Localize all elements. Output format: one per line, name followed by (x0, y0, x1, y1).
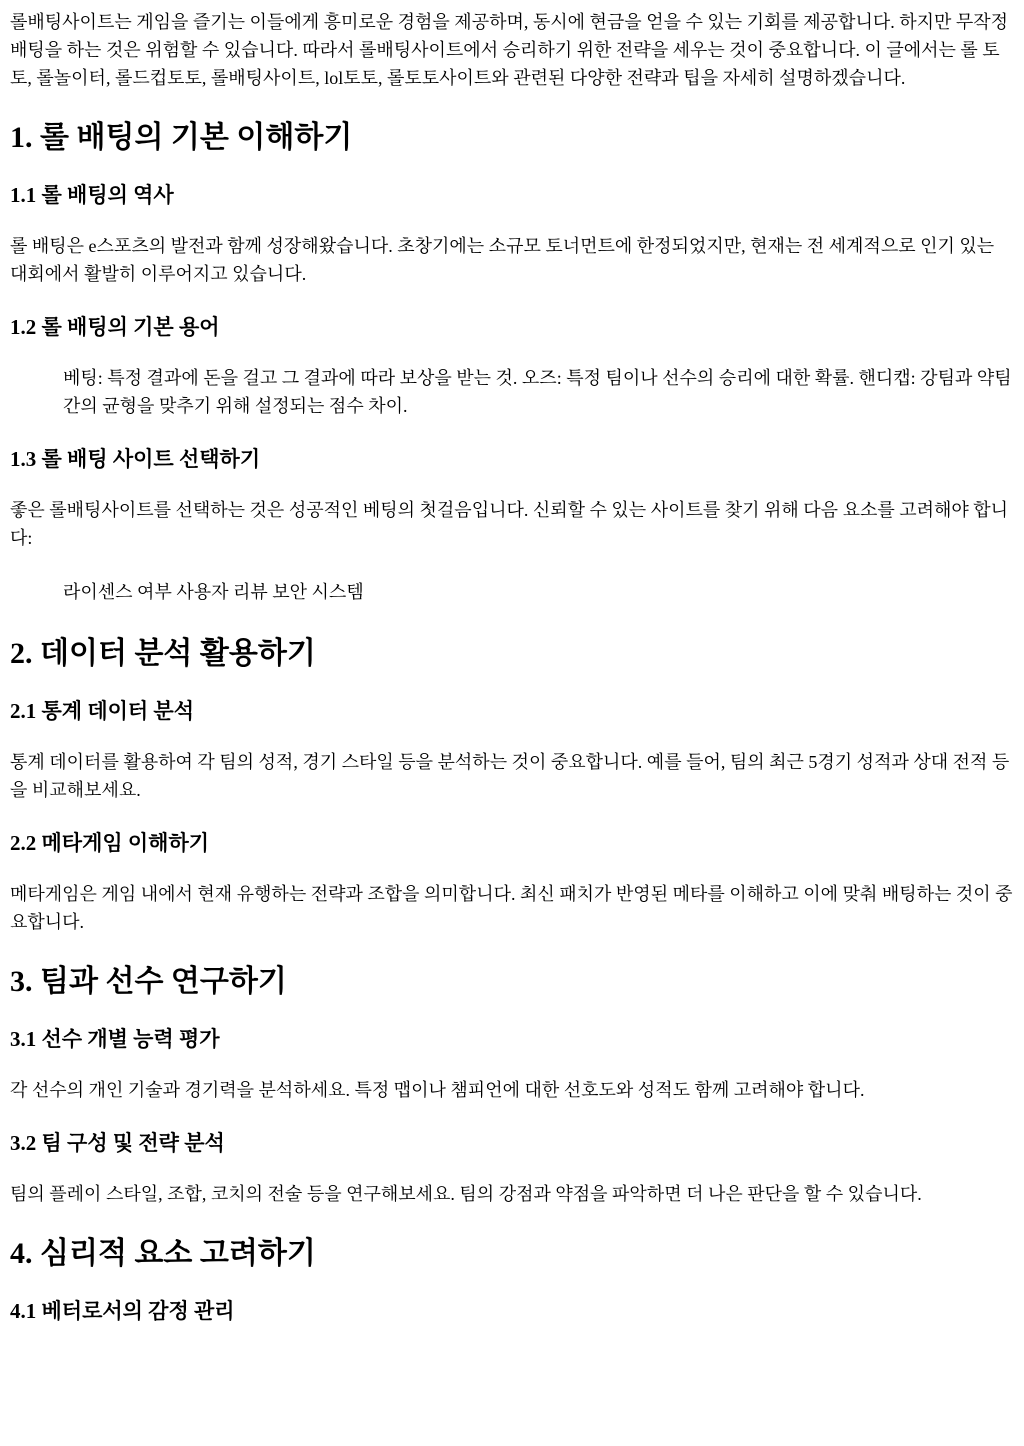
intro-paragraph: 롤배팅사이트는 게임을 즐기는 이들에게 흥미로운 경험을 제공하며, 동시에 현금을 얻을 수 있는 기회를 제공합니다. 하지만 무작정 배팅을 하는 것은 위험할 수 있습니다. 따라서 롤배팅사이트에서 승리하기 위한 전략을 세우는 것이 중요합니다. 이 글에서는 롤 토토, 롤놀이터, 롤드컵토토, 롤배팅사이트, lol토토, 롤토토사이트와 관련된 다양한 전략과 팁을 자세히 설명하겠습니다. (10, 12, 1009, 88)
section-1-title: 1. 롤 배팅의 기본 이해하기 (10, 121, 353, 154)
section-2-title: 2. 데이터 분석 활용하기 (10, 637, 316, 670)
subsection-1-1-title: 1.1 롤 배팅의 역사 (10, 183, 174, 207)
subsection-2-1-title: 2.1 통계 데이터 분석 (10, 699, 195, 723)
subsection-2-1-body: 통계 데이터를 활용하여 각 팀의 성적, 경기 스타일 등을 분석하는 것이 중요합니다. 예를 들어, 팀의 최근 5경기 성적과 상대 전적 등을 비교해보세요. (10, 752, 1010, 800)
subsection-1-3-title: 1.3 롤 배팅 사이트 선택하기 (10, 447, 261, 471)
subsection-3-2-body: 팀의 플레이 스타일, 조합, 코치의 전술 등을 연구해보세요. 팀의 강점과 약점을 파악하면 더 나은 판단을 할 수 있습니다. (10, 1184, 922, 1204)
subsection-2-2-title: 2.2 메타게임 이해하기 (10, 831, 210, 855)
subsection-4-1-title: 4.1 베터로서의 감정 관리 (10, 1299, 235, 1323)
section-3-title: 3. 팀과 선수 연구하기 (10, 965, 287, 998)
subsection-3-1-body: 각 선수의 개인 기술과 경기력을 분석하세요. 특정 맵이나 챔피언에 대한 선호도와 성적도 함께 고려해야 합니다. (10, 1080, 865, 1100)
subsection-3-1-title: 3.1 선수 개별 능력 평가 (10, 1027, 220, 1051)
subsection-1-3-criteria-list: 라이센스 여부 사용자 리뷰 보안 시스템 (63, 582, 364, 602)
section-4-title: 4. 심리적 요소 고려하기 (10, 1237, 316, 1270)
subsection-2-2-body: 메타게임은 게임 내에서 현재 유행하는 전략과 조합을 의미합니다. 최신 패치가 반영된 메타를 이해하고 이에 맞춰 배팅하는 것이 중요합니다. (10, 884, 1013, 932)
subsection-1-2-term-list: 베팅: 특정 결과에 돈을 걸고 그 결과에 따라 보상을 받는 것. 오즈: 특정 팀이나 선수의 승리에 대한 확률. 핸디캡: 강팀과 약팀 간의 균형을 맞추기 위해 설정되는 점수 차이. (63, 368, 1012, 416)
subsection-3-2-title: 3.2 팀 구성 및 전략 분석 (10, 1131, 225, 1155)
subsection-1-3-body: 좋은 롤배팅사이트를 선택하는 것은 성공적인 베팅의 첫걸음입니다. 신뢰할 수 있는 사이트를 찾기 위해 다음 요소를 고려해야 합니다: (10, 500, 1009, 548)
subsection-1-2-title: 1.2 롤 배팅의 기본 용어 (10, 315, 220, 339)
subsection-1-1-body: 롤 배팅은 e스포츠의 발전과 함께 성장해왔습니다. 초창기에는 소규모 토너먼트에 한정되었지만, 현재는 전 세계적으로 인기 있는 대회에서 활발히 이루어지고 있습니다. (10, 236, 995, 284)
